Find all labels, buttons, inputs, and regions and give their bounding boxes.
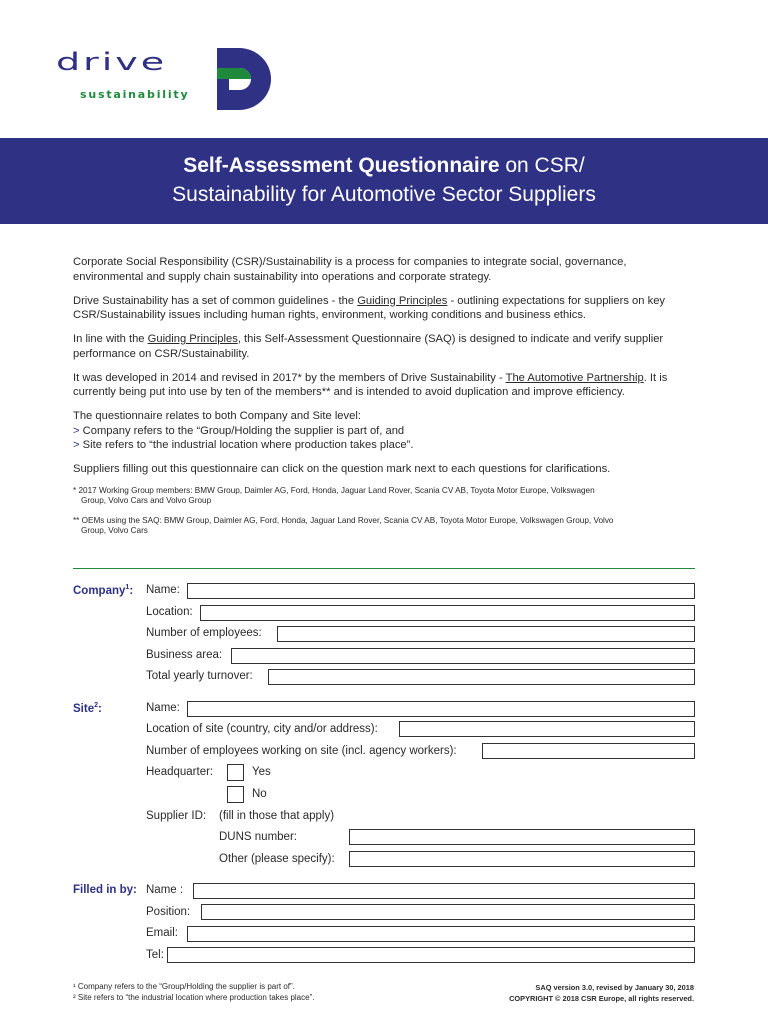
headquarter-label: Headquarter: — [146, 766, 214, 778]
guiding-principles-link[interactable]: Guiding Principles — [357, 294, 448, 307]
text: Site refers to “the industrial location where production takes place”. — [82, 439, 414, 451]
text: * 2017 Working Group members: BMW Group, Daimler AG, Ford, Honda, Jaguar Land Rover, Scania CV AB, Toyota Motor Europe, Volkswagen — [73, 486, 595, 495]
company-employees-label: Number of employees: — [146, 627, 262, 639]
logo-wordmark: drive — [56, 48, 168, 76]
title-banner — [0, 138, 768, 224]
turnover-field[interactable] — [268, 669, 695, 685]
site-location-field[interactable] — [399, 721, 695, 737]
intro-paragraph — [73, 409, 695, 453]
site-heading — [73, 702, 102, 715]
intro-paragraph: Corporate Social Responsibility (CSR)/Sustainability is a process for companies to integrate social, governance, environmental and supply chain sustainability into operations and corporate strategy. — [73, 256, 627, 283]
business-area-label: Business area: — [146, 649, 223, 661]
site-name-field[interactable] — [187, 701, 695, 717]
text: Company — [73, 584, 126, 597]
title-line-1 — [0, 154, 768, 178]
footnote-working-group — [73, 486, 695, 506]
version-info — [509, 983, 694, 1004]
headquarter-yes-checkbox[interactable] — [227, 764, 244, 781]
copyright-text: COPYRIGHT © 2018 CSR Europe, all rights reserved. — [509, 993, 694, 1003]
section-divider — [73, 568, 695, 569]
text: Group, Volvo Cars — [81, 525, 148, 535]
text: Company refers to the “Group/Holding the supplier is part of, and — [82, 424, 405, 437]
drive-sustainability-logo — [56, 48, 276, 112]
intro-section — [73, 255, 695, 545]
duns-field[interactable] — [349, 829, 695, 845]
headquarter-no-checkbox[interactable] — [227, 786, 244, 803]
site-employees-field[interactable] — [482, 743, 695, 759]
other-id-label: Other (please specify): — [219, 853, 335, 865]
site-name-label: Name: — [146, 702, 180, 714]
filler-email-label: Email: — [146, 927, 178, 939]
filler-tel-label: Tel: — [146, 949, 164, 961]
intro-paragraph — [73, 332, 695, 361]
filler-position-field[interactable] — [201, 904, 695, 920]
text: The questionnaire relates to both Company and Site level: — [73, 410, 361, 422]
text: - outlining expectations for suppliers on key CSR/Sustainability issues including human rights, environment, working conditions and business ethics. — [73, 294, 666, 321]
filler-email-field[interactable] — [187, 926, 695, 942]
site-employees-label: Number of employees working on site (incl. agency workers): — [146, 745, 457, 757]
text: : — [129, 584, 134, 597]
arrow-bullet-icon: > — [73, 424, 80, 437]
text: . It is currently being put into use by ten of the members** and is intended to avoid duplication and improve efficiency. — [73, 371, 668, 398]
footnote-marker: 2 — [94, 702, 98, 709]
footnote-site: ² Site refers to “the industrial location where production takes place”. — [73, 993, 315, 1002]
guiding-principles-link[interactable]: Guiding Principles — [147, 333, 238, 345]
text: In line with the — [73, 333, 148, 345]
headquarter-yes-label: Yes — [252, 766, 271, 778]
site-location-label: Location of site (country, city and/or address): — [146, 723, 378, 735]
intro-paragraph — [73, 371, 695, 400]
footnote-marker: 1 — [125, 584, 130, 591]
filled-by-heading: Filled in by: — [73, 884, 137, 896]
company-heading — [73, 584, 133, 597]
company-location-field[interactable] — [200, 605, 695, 621]
duns-label: DUNS number: — [219, 831, 297, 843]
automotive-partnership-link[interactable]: The Automotive Partnership — [505, 371, 644, 384]
company-name-label: Name: — [146, 584, 180, 596]
other-id-field[interactable] — [349, 851, 695, 867]
supplier-id-hint: (fill in those that apply) — [219, 810, 335, 822]
footnote-oems — [73, 516, 695, 536]
title-rest: on CSR/ — [499, 154, 585, 177]
text: It was developed in 2014 and revised in 2017* by the members of Drive Sustainability - — [73, 371, 506, 384]
filler-position-label: Position: — [146, 906, 191, 918]
text: Site — [73, 702, 95, 715]
version-text: SAQ version 3.0, revised by January 30, 2018 — [535, 983, 694, 992]
company-employees-field[interactable] — [277, 626, 695, 642]
logo-tagline: sustainability — [80, 88, 190, 101]
turnover-label: Total yearly turnover: — [146, 670, 253, 682]
text: : — [98, 702, 102, 715]
company-location-label: Location: — [146, 606, 193, 618]
headquarter-no-label: No — [252, 788, 267, 800]
logo-d-mark-icon — [217, 48, 275, 110]
business-area-field[interactable] — [231, 648, 695, 664]
intro-paragraph — [73, 294, 695, 323]
page-footnotes — [73, 981, 314, 1003]
text: Drive Sustainability has a set of common guidelines - the — [73, 294, 358, 307]
company-name-field[interactable] — [187, 583, 695, 599]
arrow-bullet-icon: > — [73, 439, 80, 451]
supplier-id-label: Supplier ID: — [146, 810, 207, 822]
footnote-company: ¹ Company refers to the “Group/Holding the supplier is part of”. — [73, 982, 295, 991]
filler-name-label: Name : — [146, 884, 184, 896]
filler-name-field[interactable] — [193, 883, 695, 899]
text: Group, Volvo Cars and Volvo Group — [81, 496, 212, 505]
title-line-2: Sustainability for Automotive Sector Suppliers — [172, 183, 596, 206]
filler-tel-field[interactable] — [167, 947, 695, 963]
text: , this Self-Assessment Questionnaire (SAQ) is designed to indicate and verify supplier performance on CSR/Sustainability. — [73, 333, 664, 360]
intro-paragraph: Suppliers filling out this questionnaire can click on the question mark next to each questions for clarifications. — [73, 463, 611, 475]
title-bold: Self-Assessment Questionnaire — [183, 154, 500, 177]
text: ** OEMs using the SAQ: BMW Group, Daimler AG, Ford, Honda, Jaguar Land Rover, Scania CV AB, Toyota Motor Europe, Volkswagen Group, Volvo — [73, 515, 614, 525]
